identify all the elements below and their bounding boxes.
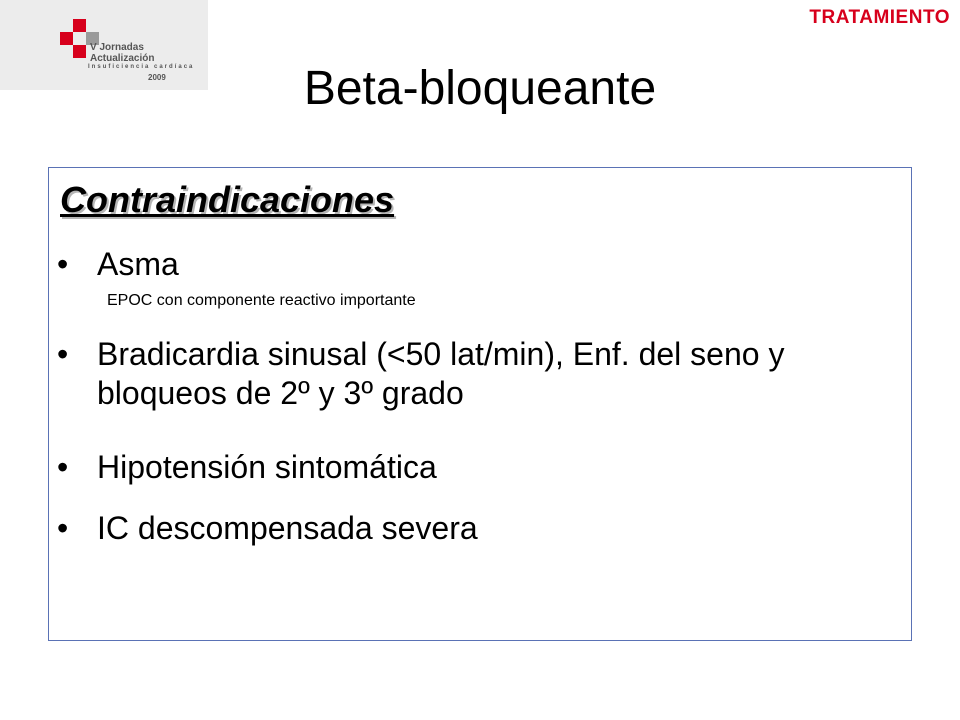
bullet-dot: •	[57, 336, 69, 372]
logo-subtitle: Insuficiencia cardíaca	[88, 64, 195, 70]
slide-title: Beta-bloqueante	[303, 62, 657, 115]
bullet-text: Bradicardia sinusal (<50 lat/min), Enf. del seno y bloqueos de 2º y 3º grado	[97, 336, 785, 411]
logo-square-3	[73, 45, 86, 58]
bullet-item	[57, 509, 478, 548]
logo-year: 2009	[148, 73, 166, 82]
contraindications-heading: Contraindicaciones	[60, 179, 395, 220]
logo-line-1: V Jornadas	[90, 42, 144, 53]
logo-line-2: Actualización	[90, 53, 155, 64]
logo-square-1	[60, 32, 73, 45]
bullet-text: Hipotensión sintomática	[97, 449, 437, 485]
bullet-dot: •	[57, 510, 69, 546]
section-tag: TRATAMIENTO	[809, 7, 950, 28]
bullet-item	[57, 245, 179, 284]
bullet-text: IC descompensada severa	[97, 510, 478, 546]
sub-item: EPOC con componente reactivo importante	[107, 292, 416, 309]
bullet-dot: •	[57, 246, 69, 282]
content-box	[48, 167, 912, 641]
bullet-text: Asma	[97, 246, 179, 282]
bullet-item	[57, 448, 437, 487]
logo-square-2	[73, 19, 86, 32]
bullet-dot: •	[57, 449, 69, 485]
bullet-item	[57, 335, 887, 413]
